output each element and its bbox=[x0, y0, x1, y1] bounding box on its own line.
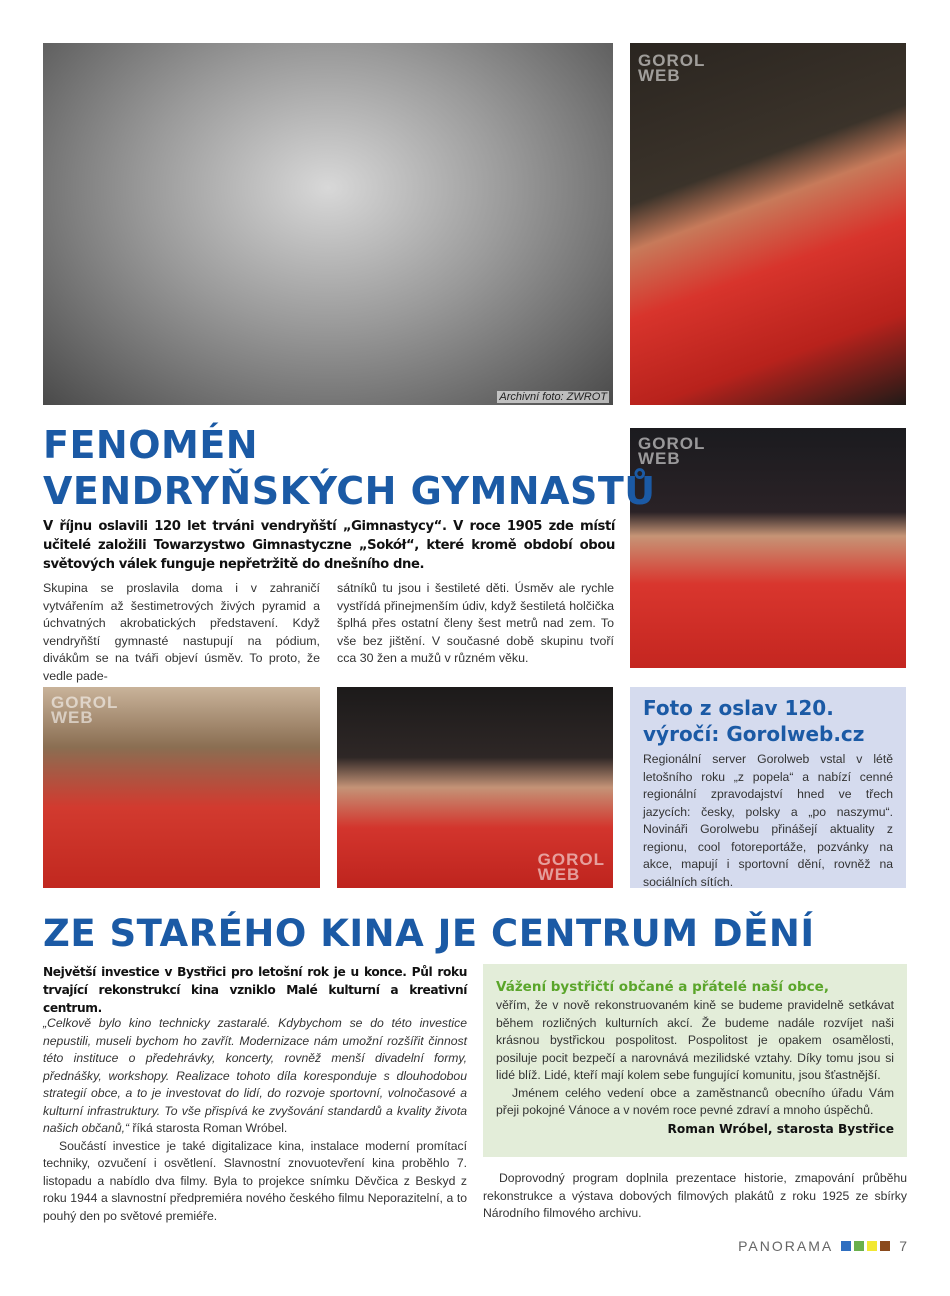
color-square bbox=[867, 1241, 877, 1251]
photo-gymnasts-group bbox=[337, 687, 613, 888]
article-lead: V říjnu oslavili 120 let trváni vendryňští „Gimnastycy“. V roce 1905 zde místí učitelé založili Towarzystwo Gimnastyczne „Sokół“, které kromě období obou světových válek funguje nepřetržitě do dnešního dne. bbox=[43, 519, 615, 572]
archive-photo-gymnasts bbox=[43, 43, 613, 405]
letter-paragraph-1: věřím, že v nově rekonstruovaném kině se budeme pravidelně setkávat během rozličných kulturních akcí. Že budeme nadále rozvíjet naši krásnou bystřickou pospolitost. Pospolitost je opakem osamělosti, posiluje pocit bezpečí a narovnává mezilidské vztahy. Díky tomu jsou si lidé blíž. Lidé, kteří mají kolem sebe fungující komunitu, jsou šťastnější. bbox=[496, 998, 894, 1082]
article-title: FENOMÉN VENDRYŇSKÝCH GYMNASTŮ bbox=[43, 423, 656, 513]
photo-caption: Archivní foto: ZWROT bbox=[499, 391, 607, 403]
article-2-body bbox=[43, 1015, 467, 1225]
letter-signature: Roman Wróbel, starosta Bystřice bbox=[667, 1121, 894, 1136]
letter-title: Vážení bystřičtí občané a přátelé naší obce, bbox=[496, 979, 829, 995]
letter-paragraph-2: Jménem celého vedení obce a zaměstnanců obecního úřadu Vám přeji pokojné Vánoce a v novém roce pevné zdraví a mnoho úspěchů. bbox=[496, 1085, 894, 1117]
page-footer bbox=[738, 1238, 907, 1254]
color-square bbox=[880, 1241, 890, 1251]
article-2-lead: Největší investice v Bystřici pro letošní rok je u konce. Půl roku trvající rekonstrukcí kina vzniklo Malé kulturní a kreativní centrum. bbox=[43, 965, 467, 1015]
gorolweb-watermark: GOROL WEB bbox=[638, 434, 706, 468]
article-column-1: Skupina se proslavila doma i v zahraničí vytvářením až šestimetrových živých pyramid a úchvatných akrobatických představení. Když vendryňští gymnasté nastupují na pódium, divákům se na tváři objeví úsměv. To proto, že vedle pade- bbox=[43, 581, 320, 683]
article-title-2: ZE STARÉHO KINA JE CENTRUM DĚNÍ bbox=[43, 912, 815, 955]
article-2-closing: Doprovodný program doplnila prezentace historie, zmapování průběhu rekonstrukce a výstava dobových filmových plakátů z roku 1925 ze sbírky Národního filmového archivu. bbox=[483, 1171, 907, 1220]
photo-gymnasts-women bbox=[43, 687, 320, 888]
infobox-text: Regionální server Gorolweb vstal v létě letošního roku „z popela“ a nabízí cenné regionální zpravodajství hned ve třech jazycích: česky, polsky a „po naszymu“. Novináři Gorolwebu přinášejí aktuality z regionu, cool fotoreportáže, pozvánky na akce, mapují i sportovní dění, rovněž na sociálních sítích. bbox=[643, 752, 893, 889]
section-name: PANORAMA bbox=[738, 1238, 834, 1254]
gorolweb-watermark: GOROL WEB bbox=[537, 850, 605, 884]
page-number: 7 bbox=[899, 1238, 907, 1254]
photo-gymnast-stretching bbox=[630, 43, 906, 405]
article-2-paragraph: Součástí investice je také digitalizace kina, instalace moderní promítací techniky, ozvučení i osvětlení. Slavnostní znovuotevření kina proběhlo 7. listopadu a nabídlo dva filmy. Byla to projekce snímku Děvčica z Beskyd z roku 1944 a slavnostní předpremiéra nového českého filmu Neporazitelní, a to pouhý den po světové premiéře. bbox=[43, 1138, 467, 1223]
quote-attribution: říká starosta Roman Wróbel. bbox=[129, 1121, 288, 1135]
article-column-2: sátníků tu jsou i šestileté děti. Úsměv ale rychle vystřídá přinejmenším údiv, když šestiletá holčička šplhá přes ostatní členy šest metrů nad zem. To vše bez jištění. V současné době skupinu tvoří cca 30 žen a mužů v různém věku. bbox=[337, 581, 614, 665]
infobox-title: Foto z oslav 120. výročí: Gorolweb.cz bbox=[643, 696, 865, 746]
gorolweb-watermark: GOROL WEB bbox=[638, 51, 706, 85]
mayor-quote: „Celkově bylo kino technicky zastaralé. Kdybychom se do této investice nepustili, museli bychom ho zavřít. Modernizace nám umožní rozšířit činnost této instituce o předehrávky, koncerty, rovněž menší divadelní formy, přednášky, workshopy. Realizace tohoto díla koresponduje s dlouhodobou strategií obce, a to je investovat do lidí, do rozvoje sportovní, volnočasové a kulturní infrastruktury. To vše přispívá ke zvyšování standardů a kvality života našich občanů,“ bbox=[43, 1016, 467, 1135]
mayor-letter-box bbox=[483, 964, 907, 1157]
gorolweb-infobox bbox=[630, 687, 906, 888]
color-square bbox=[841, 1241, 851, 1251]
photo-gymnasts-men bbox=[630, 428, 906, 668]
color-square bbox=[854, 1241, 864, 1251]
gorolweb-watermark: GOROL WEB bbox=[51, 693, 119, 727]
